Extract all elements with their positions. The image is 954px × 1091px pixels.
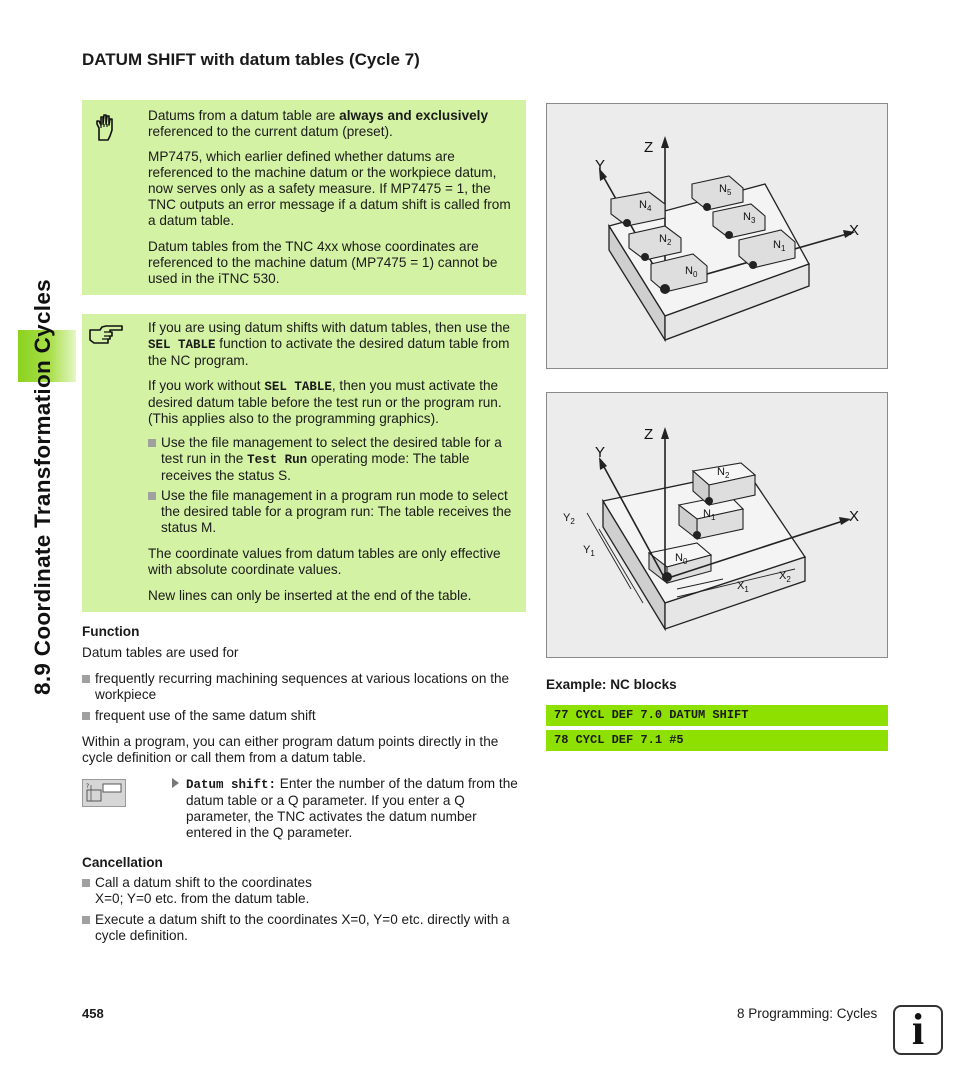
note2-bullet-1: Use the file management to select the desired table for a test run in the Test Run operating mode: The table receives the status S.: [148, 435, 518, 484]
fig2-label-n0: $N_0$: [675, 552, 688, 566]
fig2-axis-y: Y: [595, 444, 606, 461]
figure2-drawing: [547, 393, 888, 658]
nc-block-line-2: 78 CYCL DEF 7.1 #5: [546, 730, 888, 751]
page-title: DATUM SHIFT with datum tables (Cycle 7): [82, 50, 420, 69]
note2-paragraph-1: If you are using datum shifts with datum tables, then use the SEL TABLE function to activate the desired datum table from the NC program.: [148, 320, 510, 368]
function-intro: Datum tables are used for: [82, 645, 239, 660]
fig2-axis-x: X: [849, 508, 860, 525]
fig1-label-n2: $N_2$: [659, 233, 672, 247]
figure-datum-shift-dimensions: [546, 392, 888, 658]
datum-shift-softkey-icon: [82, 779, 126, 807]
pointing-hand-icon: [88, 322, 124, 350]
note2-bullet-2: Use the file management in a program run mode to select the desired table for a program run: The table receives the status M.: [148, 488, 518, 536]
footer-chapter: 8 Programming: Cycles: [737, 1006, 878, 1021]
fig2-dim-y2: $Y_2$: [563, 512, 575, 526]
fig1-label-n3: $N_3$: [743, 211, 756, 225]
figure1-drawing: [547, 104, 888, 369]
arrow-right-icon: [172, 778, 179, 788]
fig2-dim-x1: $X_1$: [737, 580, 749, 594]
svg-text:?: ?: [86, 783, 90, 790]
function-bullet-2: frequent use of the same datum shift: [82, 708, 522, 724]
note1-paragraph-1: Datums from a datum table are always and exclusively referenced to the current datum (preset).: [148, 108, 489, 139]
hand-stop-icon: [90, 112, 122, 144]
fig1-label-n4: $N_4$: [639, 199, 652, 213]
cancellation-bullet-2: Execute a datum shift to the coordinates X=0, Y=0 etc. directly with a cycle definition.: [82, 912, 522, 944]
page-number: 458: [82, 1006, 104, 1021]
function-heading: Function: [82, 624, 140, 639]
example-heading: Example: NC blocks: [546, 677, 677, 692]
note2-paragraph-3: The coordinate values from datum tables are only effective with absolute coordinate values.: [148, 546, 501, 577]
softkey-graphic: [83, 780, 125, 806]
fig2-dim-y1: $Y_1$: [583, 544, 595, 558]
note1-paragraph-3: Datum tables from the TNC 4xx whose coordinates are referenced to the machine datum (MP7475 = 1) cannot be used in the iTNC 530.: [148, 239, 498, 286]
note2-paragraph-4: New lines can only be inserted at the end of the table.: [148, 588, 472, 603]
datum-shift-parameter: [172, 776, 524, 841]
cancellation-heading: Cancellation: [82, 855, 163, 870]
fig1-axis-x: X: [849, 222, 860, 239]
fig1-label-n5: $N_5$: [719, 183, 732, 197]
function-bullet-1: frequently recurring machining sequences at various locations on the workpiece: [82, 671, 522, 703]
fig1-label-n0: $N_0$: [685, 265, 698, 279]
chapter-side-title: 8.9 Coordinate Transformation Cycles: [30, 279, 55, 695]
note1-paragraph-2: MP7475, which earlier defined whether datums are referenced to the machine datum or the workpiece datum, now serves only as a safety measure. If MP7475 = 1, the TNC outputs an error message if a datum shift is called from a datum table.: [148, 149, 511, 228]
note2-paragraph-2: If you work without SEL TABLE, then you must activate the desired datum table before the test run or the program run. (This applies also to the programming graphics).: [148, 378, 502, 426]
fig1-label-n1: $N_1$: [773, 239, 786, 253]
info-icon: i: [893, 1005, 943, 1055]
cancellation-bullet-1: Call a datum shift to the coordinates X=0; Y=0 etc. from the datum table.: [82, 875, 342, 907]
fig2-dim-x2: $X_2$: [779, 570, 791, 584]
fig2-label-n2: $N_2$: [717, 466, 730, 480]
note-box-important: [82, 100, 526, 295]
function-paragraph: Within a program, you can either program datum points directly in the cycle definition or call them from a datum table.: [82, 734, 499, 765]
fig1-axis-z: Z: [644, 139, 654, 156]
fig2-label-n1: $N_1$: [703, 508, 716, 522]
param-label: Datum shift:: [186, 778, 277, 792]
param-text: Enter the number of the datum from the datum table or a Q parameter. If you enter a Q parameter, the TNC activates the datum number entered in the Q parameter.: [186, 776, 518, 840]
note-box-tip: [82, 314, 526, 612]
fig2-axis-z: Z: [644, 426, 654, 443]
figure-datum-table-workpiece: [546, 103, 888, 369]
nc-block-line-1: 77 CYCL DEF 7.0 DATUM SHIFT: [546, 705, 888, 726]
fig1-axis-y: Y: [595, 157, 606, 174]
